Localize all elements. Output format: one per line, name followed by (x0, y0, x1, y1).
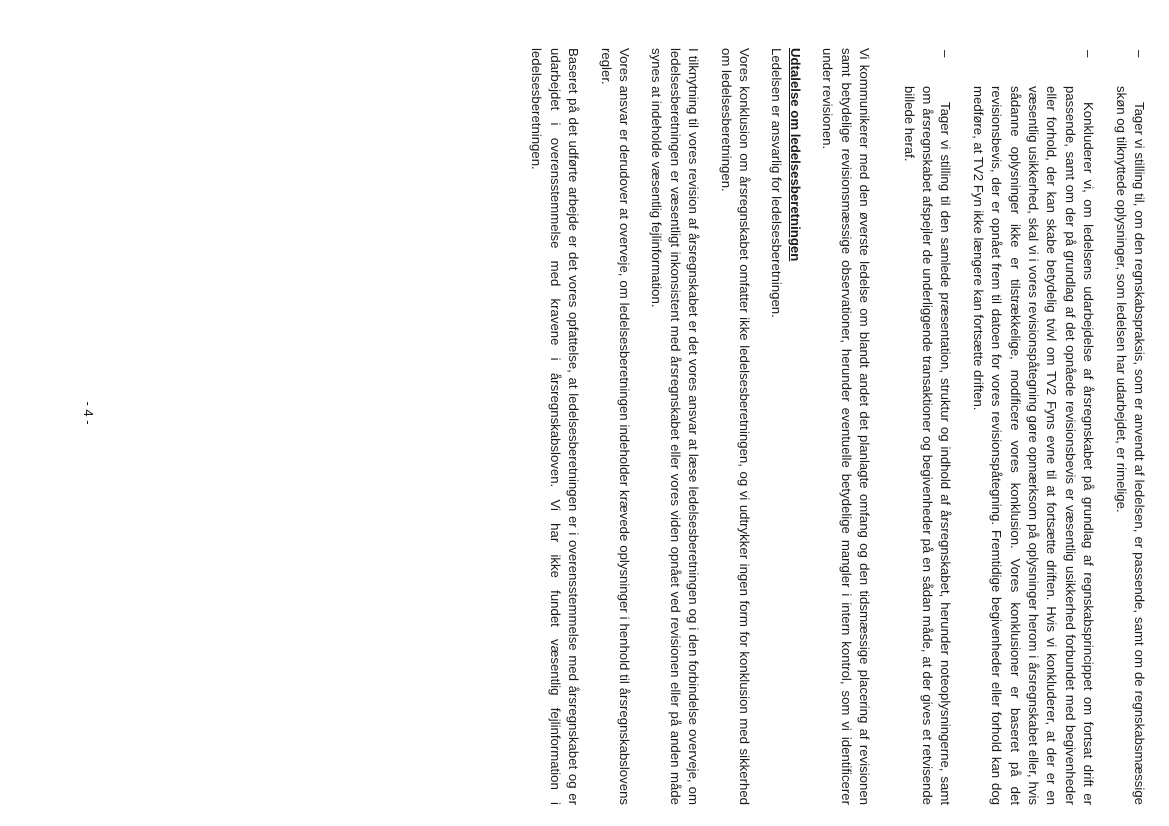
bullet-text: Tager vi stilling til den samlede præsentation, struktur og indhold af årsregnskabet, herunder noteoplysningerne, samt om årsregnskabet afspejler de underliggende transaktioner og begivenheder på en sådan måde, at der gives et retvisende billede heraf. (901, 86, 954, 805)
page-content (513, 48, 1151, 805)
bullet-item-2 (968, 48, 1097, 805)
communication-paragraph: Vi kommunikerer med den øverste ledelse om blandt andet det planlagte omfang og den tidsmæssige placering af revisionen samt betydelige revisionsmæssige observationer, herunder eventuelle betydelige mangler i intern kontrol, som vi identificerer under revisionen. (820, 48, 873, 805)
section-paragraph: Baseret på det udførte arbejde er det vores opfattelse, at ledelsesberetningen er i overensstemmelse med årsregnskabet og er udarbejdet i overensstemmelse med kravene i årsregnskabsloven. Vi har ikke fundet væsentlig fejlinformation i ledelsesberetningen. (529, 48, 582, 805)
bullet-item-1 (1111, 48, 1148, 805)
section-paragraph: Vores ansvar er derudover at overveje, om ledelsesberetningen indeholder krævede oplysninger i henhold til årsregnskabslovens regler. (598, 48, 633, 805)
bullet-text: Konkluderer vi, om ledelsens udarbejdelse af årsregnskabet på grundlag af regnskabsprincippet om fortsat drift er passende, samt om der på grundlag af det opnåede revisionsbevis er væsentlig usikkerhed forbundet med begivenheder eller forhold, der kan skabe betydelig tvivl om TV2 Fyns evne til at fortsætte driften. Hvis vi konkluderer, at der er en væsentlig usikkerhed, skal vi i vores revisionspåtegning gøre opmærksom på oplysninger herom i årsregnskabet eller, hvis sådanne oplysninger ikke er tilstrækkelige, modificere vores konklusion. Vores konklusioner er baseret på det revisionsbevis, der er opnået frem til datoen for vores revisionspåtegning. Fremtidige begivenheder eller forhold kan dog medføre, at TV2 Fyn ikke længere kan fortsætte driften. (970, 86, 1097, 805)
page-number: - 4 - (81, 401, 96, 425)
section-paragraph: I tilknytning til vores revision af årsregnskabet er det vores ansvar at læse ledelsesberetningen og i den forbindelse overveje, om ledelsesberetningen er væsentligt inkonsistent med årsregnskabet eller vores viden opnået ved revisionen eller på anden måde synes at indeholde væsentlig fejlinformation. (649, 48, 702, 805)
bullet-dash: – (1081, 50, 1097, 58)
bullet-text: Tager vi stilling til, om den regnskabspraksis, som er anvendt af ledelsen, er passende, samt om de regnskabsmæssige skøn og tilknyttede oplysninger, som ledelsen har udarbejdet, er rimelige. (1113, 86, 1147, 805)
bullet-dash: – (1132, 50, 1147, 58)
section-paragraph: Ledelsen er ansvarlig for ledelsesberetningen. (769, 48, 785, 318)
section-paragraph: Vores konklusion om årsregnskabet omfatter ikke ledelsesberetningen, og vi udtrykker ingen form for konklusion med sikkerhed om ledelsesberetningen. (718, 48, 753, 805)
bullet-item-3 (899, 48, 954, 805)
bullet-dash: – (938, 50, 954, 58)
section-heading: Udtalelse om ledelsesberetningen (787, 48, 803, 262)
